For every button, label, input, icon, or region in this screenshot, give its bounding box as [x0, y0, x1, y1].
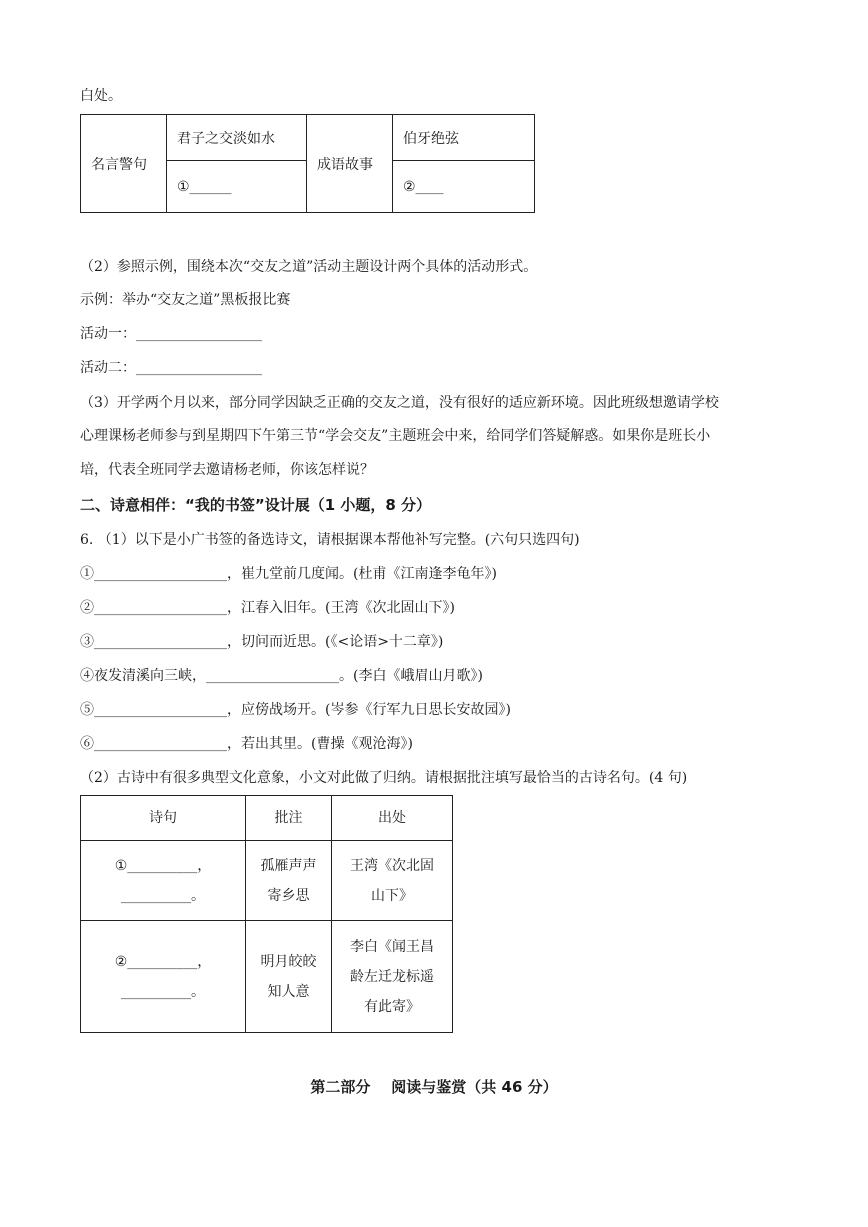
activity-1-blank[interactable]: 活动一：__________________ — [80, 326, 262, 342]
note-cell: 孤雁声声 寄乡思 — [246, 841, 332, 921]
question-3-line1: （3）开学两个月以来，部分同学因缺乏正确的交友之道，没有很好的适应新环境。因此班级想邀请学校 — [80, 395, 719, 411]
idiom-blank[interactable]: ②____ — [393, 161, 535, 213]
poem-blank-5[interactable]: ⑤___________________，应傍战场开。(岑参《行军九日思长安故园》) — [80, 702, 511, 718]
label-idiom-stories: 成语故事 — [307, 115, 393, 213]
poem-blank-1[interactable]: ①___________________，崔九堂前几度闻。(杜甫《江南逢李龟年》) — [80, 566, 497, 582]
table-row — [81, 921, 453, 1033]
header-note: 批注 — [246, 796, 332, 841]
question-3-line2: 心理课杨老师参与到星期四下午第三节“学会交友”主题班会中来，给同学们答疑解惑。如果你是班长小 — [80, 428, 711, 444]
header-verse: 诗句 — [81, 796, 246, 841]
section-2-title: 二、诗意相伴：“我的书签”设计展（1 小题，8 分） — [80, 496, 432, 514]
verse-blank-2[interactable]: ②__________， __________。 — [81, 921, 246, 1033]
poem-blank-6[interactable]: ⑥___________________，若出其里。(曹操《观沧海》) — [80, 736, 413, 752]
source-cell: 李白《闻王昌 龄左迁龙标遥 有此寄》 — [332, 921, 453, 1033]
poem-blank-2[interactable]: ②___________________，江春入旧年。(王湾《次北固山下》) — [80, 600, 455, 616]
verse-blank-1[interactable]: ①__________， __________。 — [81, 841, 246, 921]
question-6-1: 6. （1）以下是小广书签的备选诗文，请根据课本帮他补写完整。(六句只选四句) — [80, 532, 580, 548]
example-text: 示例：举办“交友之道”黑板报比赛 — [80, 292, 291, 308]
source-cell: 王湾《次北固 山下》 — [332, 841, 453, 921]
poem-blank-3[interactable]: ③___________________，切问而近思。(《<论语>十二章》) — [80, 634, 444, 650]
note-cell: 明月皎皎 知人意 — [246, 921, 332, 1033]
question-6-2: （2）古诗中有很多典型文化意象，小文对此做了归纳。请根据批注填写最恰当的古诗名句。(4 句) — [80, 770, 688, 786]
proverb-blank[interactable]: ①______ — [167, 161, 307, 213]
header-source: 出处 — [332, 796, 453, 841]
question-2: （2）参照示例，围绕本次“交友之道”活动主题设计两个具体的活动形式。 — [80, 259, 538, 275]
idiom-table — [80, 114, 535, 213]
intro-text: 白处。 — [80, 88, 122, 104]
idiom-item: 伯牙绝弦 — [393, 115, 535, 161]
question-3-line3: 培，代表全班同学去邀请杨老师，你该怎样说？ — [80, 462, 374, 478]
part-2-title: 第二部分 阅读与鉴赏（共 46 分） — [310, 1078, 558, 1096]
table-row — [81, 841, 453, 921]
poem-blank-4[interactable]: ④夜发清溪向三峡，___________________。(李白《峨眉山月歌》) — [80, 668, 483, 684]
activity-2-blank[interactable]: 活动二：__________________ — [80, 360, 262, 376]
label-proverbs: 名言警句 — [81, 115, 167, 213]
imagery-table — [80, 795, 453, 1033]
proverb-item: 君子之交淡如水 — [167, 115, 307, 161]
